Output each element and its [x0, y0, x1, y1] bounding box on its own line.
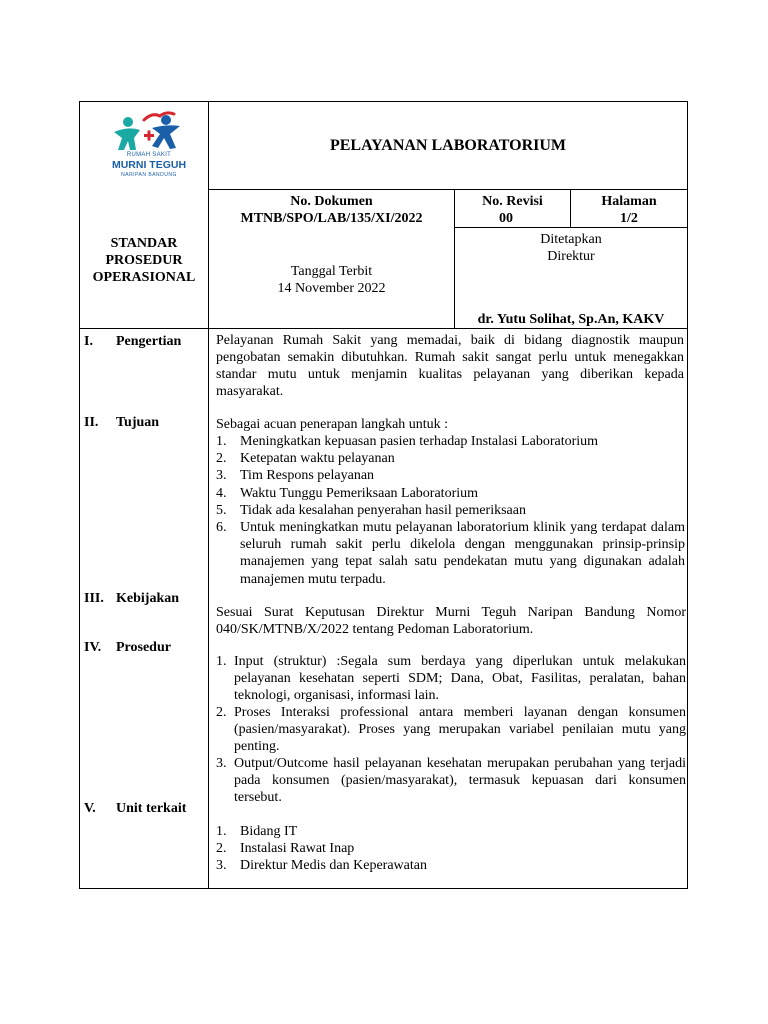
list-item — [216, 857, 685, 874]
section-number: III. — [84, 591, 104, 606]
list-text: Waktu Tunggu Pemeriksaan Laboratorium — [240, 485, 479, 501]
list-number: 3. — [216, 858, 227, 874]
section-label-pengertian — [84, 333, 181, 350]
kebijakan-text: Sesuai Surat Keputusan Direktur Murni Teguh Naripan Bandung Nomor 040/SK/MTNB/X/2022 tentang Pedoman Laboratorium. — [216, 605, 686, 637]
list-item — [216, 450, 685, 467]
list-text: Meningkatkan kepuasan pasien terhadap Instalasi Laboratorium — [240, 434, 599, 449]
doc-number-value: MTNB/SPO/LAB/135/XI/2022 — [240, 211, 423, 226]
list-item — [216, 519, 685, 588]
list-text: Output/Outcome hasil pelayanan kesehatan merupakan perubahan yang terjadi pada konsumen (pasien/masyarakat), termasuk kepuasan dari konsumen tersebut. — [234, 756, 686, 805]
section-name: Tujuan — [116, 415, 160, 430]
frame-left — [79, 101, 80, 889]
frame-right — [687, 101, 688, 889]
page-value: 1/2 — [620, 211, 638, 226]
list-number: 2. — [216, 705, 227, 720]
list-number: 4. — [216, 485, 227, 501]
tujuan-list — [216, 433, 685, 588]
list-number: 1. — [216, 654, 227, 669]
sop-label-line1: STANDAR — [110, 236, 178, 251]
list-item — [216, 485, 685, 502]
hospital-logo — [100, 108, 200, 186]
list-number: 3. — [216, 756, 227, 771]
list-item — [216, 502, 685, 519]
unit-terkait-list — [216, 823, 685, 875]
page-label: Halaman — [601, 194, 657, 209]
section-label-unit-terkait — [84, 800, 186, 817]
list-item — [216, 755, 686, 806]
list-number: 6. — [216, 520, 227, 536]
list-item — [216, 433, 685, 450]
list-number: 1. — [216, 434, 227, 449]
list-number: 3. — [216, 468, 227, 484]
list-item — [216, 840, 685, 857]
section-name: Kebijakan — [116, 591, 180, 606]
list-number: 2. — [216, 451, 227, 467]
document-title: PELAYANAN LABORATORIUM — [329, 137, 567, 154]
section-label-tujuan — [84, 414, 159, 431]
frame-top — [79, 101, 688, 102]
list-text: Tim Respons pelayanan — [240, 468, 375, 484]
frame-rev-bottom — [454, 227, 688, 228]
frame-bottom — [79, 888, 688, 889]
sop-label-line3: OPERASIONAL — [92, 270, 196, 285]
section-number: IV. — [84, 640, 102, 655]
section-label-prosedur — [84, 639, 171, 656]
revision-value: 00 — [499, 211, 513, 226]
doc-number-label: No. Dokumen — [290, 194, 373, 209]
section-label-kebijakan — [84, 590, 179, 607]
logo-figures-icon — [100, 108, 200, 154]
director-name: dr. Yutu Solihat, Sp.An, KAKV — [477, 312, 665, 327]
list-number: 1. — [216, 824, 227, 839]
list-item — [216, 467, 685, 484]
logo-name: MURNI TEGUH — [111, 159, 187, 171]
tujuan-intro: Sebagai acuan penerapan langkah untuk : — [216, 417, 449, 432]
list-text: Direktur Medis dan Keperawatan — [240, 858, 427, 874]
logo-small-bottom: NARIPAN BANDUNG — [121, 172, 177, 178]
section-name: Pengertian — [116, 334, 182, 349]
list-number: 5. — [216, 502, 227, 518]
list-text: Untuk meningkatkan mutu pelayanan laboratorium klinik yang terdapat dalam seluruh rumah sakit perlu dikelola dengan menggunakan prinsip-prinsip manajemen yang tepat salah satu pendekatan mutu yang digunakan adalah manajemen mutu terpadu. — [240, 520, 685, 587]
section-number: V. — [84, 801, 96, 816]
issue-date-label: Tanggal Terbit — [290, 264, 373, 279]
approved-label: Ditetapkan — [540, 232, 602, 247]
prosedur-list — [216, 653, 686, 806]
pengertian-text: Pelayanan Rumah Sakit yang memadai, baik di bidang diagnostik maupun pengobatan semakin dibutuhkan. Rumah sakit sangat perlu untuk menegakkan standar mutu untuk menjamin kualitas pelayanan yang diberikan kepada masyarakat. — [216, 333, 684, 399]
section-number: I. — [84, 334, 93, 349]
section-number: II. — [84, 415, 99, 430]
logo-small-top: RUMAH SAKIT — [126, 152, 172, 158]
list-number: 2. — [216, 841, 227, 857]
list-text: Tidak ada kesalahan penyerahan hasil pemeriksaan — [240, 502, 526, 518]
section-name: Prosedur — [116, 640, 171, 655]
list-item — [216, 823, 685, 840]
list-text: Bidang IT — [240, 824, 298, 839]
list-item — [216, 704, 686, 755]
list-text: Input (struktur) :Segala sum berdaya yang diperlukan untuk melakukan pelayanan kesehatan seperti SDM; Dana, Obat, Fasilitas, peralatan, bahan teknologi, organisasi, informasi lain. — [234, 654, 686, 703]
section-name: Unit terkait — [116, 801, 187, 816]
frame-header-bottom — [79, 328, 688, 329]
sop-label-line2: PROSEDUR — [105, 253, 183, 268]
revision-label: No. Revisi — [482, 194, 543, 209]
list-text: Instalasi Rawat Inap — [240, 841, 355, 857]
list-text: Ketepatan waktu pelayanan — [240, 451, 395, 467]
list-item — [216, 653, 686, 704]
list-text: Proses Interaksi professional antara memberi layanan dengan konsumen (pasien/masyarakat). Proses yang merupakan variabel penilaian mutu yang penting. — [234, 705, 686, 754]
frame-title-bottom — [208, 189, 688, 190]
approved-role: Direktur — [547, 249, 595, 264]
issue-date-value: 14 November 2022 — [277, 281, 386, 296]
